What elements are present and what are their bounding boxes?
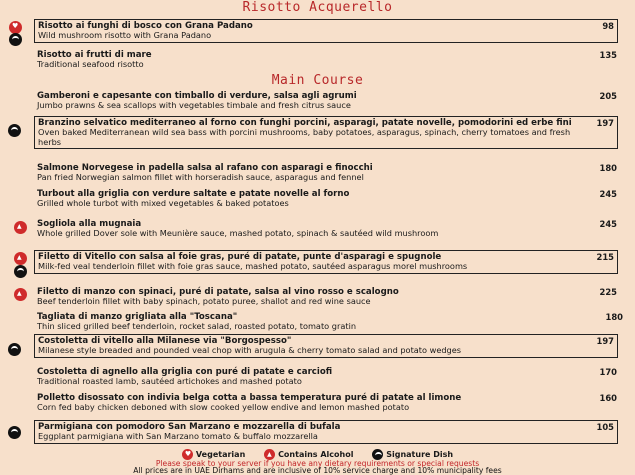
item-price: 98: [602, 21, 614, 31]
item-price: 197: [596, 118, 614, 128]
item-price: 197: [596, 336, 614, 346]
item-description: Pan fried Norwegian salmon fillet with horseradish sauce, asparagus and fennel: [37, 172, 364, 182]
item-description: Corn fed baby chicken deboned with slow cooked yellow endive and lemon mashed potato: [37, 402, 410, 412]
legend-signature: [372, 450, 453, 459]
item-description: Milanese style breaded and pounded veal chop with arugula & cherry tomato salad and potato wedges: [38, 345, 462, 355]
risotto-section-title: Risotto Acquerello: [242, 0, 393, 15]
menu-item: [37, 91, 617, 111]
dietary-notice: Please speak to your server if you have any dietary requirements or special requests: [155, 459, 480, 468]
menu-item: [37, 393, 617, 413]
legend: [0, 450, 635, 459]
menu-item: [34, 116, 618, 149]
item-name: Parmigiana con pomodoro San Marzano e mozzarella di bufala: [38, 422, 341, 432]
item-description: Beef tenderloin fillet with baby spinach, potato puree, shallot and red wine sauce: [37, 296, 371, 306]
item-price: 160: [599, 393, 617, 403]
legend-label: Contains Alcohol: [278, 450, 354, 459]
item-description: Thin sliced grilled beef tenderloin, rocket salad, roasted potato, tomato gratin: [37, 321, 357, 331]
item-description: Oven baked Mediterranean wild sea bass with porcini mushrooms, baby potatoes, asparagus, spinach, cherry tomatoes and fresh herbs: [38, 127, 571, 147]
item-price: 215: [596, 252, 614, 262]
menu-item: [37, 163, 617, 183]
alcohol-icon: [14, 288, 27, 301]
item-price: 135: [599, 50, 617, 60]
legend-label: Vegetarian: [195, 450, 246, 459]
menu-item: [34, 334, 618, 358]
legend-label: Signature Dish: [386, 450, 454, 459]
item-name: Filetto di manzo con spinaci, puré di patate, salsa al vino rosso e scalogno: [37, 287, 399, 297]
menu-item: [34, 250, 618, 274]
item-price: 105: [596, 422, 614, 432]
legend-vegetarian: [182, 450, 245, 459]
main-course-section-title: Main Course: [271, 73, 364, 88]
item-name: Polletto disossato con indivia belga cotta a bassa temperatura puré di patate al limone: [37, 393, 462, 403]
item-price: 245: [599, 189, 617, 199]
alcohol-icon: [14, 221, 27, 234]
menu-item: [37, 219, 617, 239]
menu-item: [37, 367, 617, 387]
alcohol-icon: [14, 252, 27, 265]
item-price: 170: [599, 367, 617, 377]
signature-dish-icon: [14, 265, 27, 278]
menu-item: [37, 312, 623, 332]
item-price: 245: [599, 219, 617, 229]
price-notice: All prices are in UAE Dirhams and are inclusive of 10% service charge and 10% municipality fees: [133, 466, 502, 475]
item-description: Wild mushroom risotto with Grana Padano: [38, 30, 212, 40]
menu-item: [37, 189, 617, 209]
item-description: Milk-fed veal tenderloin fillet with foie gras sauce, mashed potato, sautéed asparagus morel mushrooms: [38, 261, 468, 271]
item-price: 180: [605, 312, 623, 322]
signature-dish-icon: [8, 124, 21, 137]
item-name: Sogliola alla mugnaia: [37, 219, 142, 229]
item-description: Whole grilled Dover sole with Meunière sauce, mashed potato, spinach & sautéed wild mushroom: [37, 228, 439, 238]
item-description: Jumbo prawns & sea scallops with vegetables timbale and fresh citrus sauce: [37, 100, 351, 110]
item-name: Costoletta di agnello alla griglia con puré di patate e carciofi: [37, 367, 333, 377]
item-description: Grilled whole turbot with mixed vegetables & baked potatoes: [37, 198, 289, 208]
item-name: Salmone Norvegese in padella salsa al rafano con asparagi e finocchi: [37, 163, 373, 173]
menu-item: [37, 287, 617, 307]
menu-item: [37, 50, 617, 70]
item-name: Risotto ai frutti di mare: [37, 50, 152, 60]
item-description: Eggplant parmigiana with San Marzano tomato & buffalo mozzarella: [38, 431, 318, 441]
item-price: 225: [599, 287, 617, 297]
item-description: Traditional seafood risotto: [37, 59, 144, 69]
item-name: Filetto di Vitello con salsa al foie gras, puré di patate, punte d'asparagi e spugnole: [38, 252, 442, 262]
item-name: Costoletta di vitello alla Milanese via "Borgospesso": [38, 336, 292, 346]
item-description: Traditional roasted lamb, sautéed artichokes and mashed potato: [37, 376, 302, 386]
item-price: 180: [599, 163, 617, 173]
item-name: Turbout alla griglia con verdure saltate e patate novelle al forno: [37, 189, 350, 199]
item-name: Gamberoni e capesante con timballo di verdure, salsa agli agrumi: [37, 91, 357, 101]
item-price: 205: [599, 91, 617, 101]
legend-alcohol: [264, 450, 353, 459]
item-name: Risotto ai funghi di bosco con Grana Padano: [38, 21, 253, 31]
menu-item: [34, 420, 618, 444]
signature-dish-icon: [9, 33, 22, 46]
item-name: Branzino selvatico mediterraneo al forno con funghi porcini, asparagi, patate novelle, pomodorini ed erbe fini: [38, 118, 572, 128]
item-name: Tagliata di manzo grigliata alla "Toscana": [37, 312, 238, 322]
menu-item: [34, 19, 618, 43]
signature-dish-icon: [8, 343, 21, 356]
signature-dish-icon: [8, 426, 21, 439]
